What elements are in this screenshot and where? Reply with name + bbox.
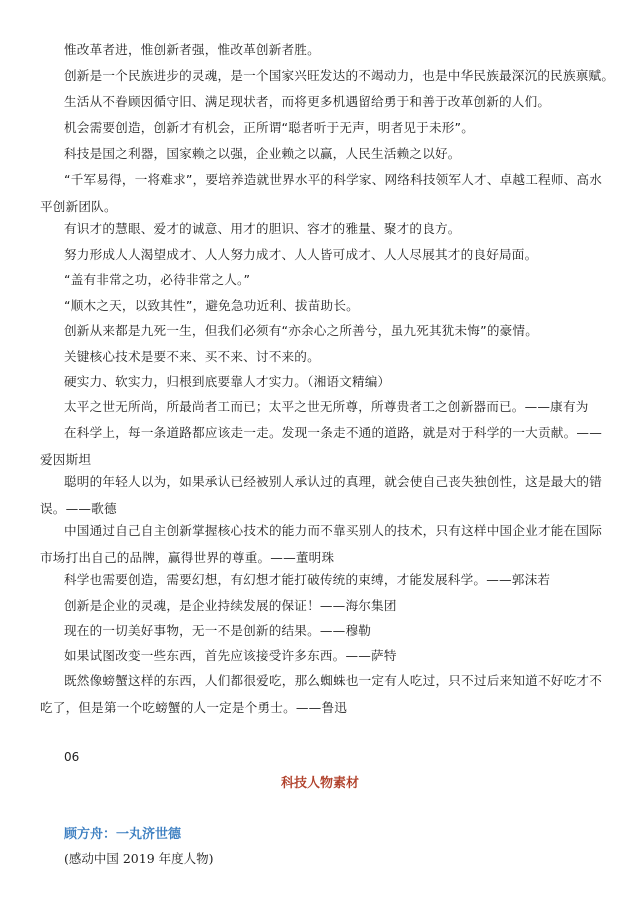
person-heading: 顾方舟：一丸济世德 bbox=[64, 827, 182, 842]
section-number: 06 bbox=[64, 750, 80, 764]
quote-paragraph: 科技是国之利器，国家赖之以强，企业赖之以赢，人民生活赖之以好。 bbox=[64, 146, 461, 161]
section-title: 科技人物素材 bbox=[280, 776, 359, 791]
quote-paragraph: 生活从不眷顾因循守旧、满足现状者，而将更多机遇留给勇于和善于改革创新的人们。 bbox=[64, 94, 551, 109]
quote-paragraph: 关键核心技术是要不来、买不来、讨不来的。 bbox=[64, 349, 320, 364]
quote-paragraph: 现在的一切美好事物，无一不是创新的结果。——穆勒 bbox=[64, 623, 372, 638]
quote-paragraph: “盖有非常之功，必待非常之人。” bbox=[64, 272, 251, 287]
quote-paragraph: 在科学上，每一条道路都应该走一走。发现一条走不通的道路，就是对于科学的一大贡献。——爱因斯坦 bbox=[40, 425, 602, 467]
quote-paragraph: 创新是企业的灵魂，是企业持续发展的保证！——海尔集团 bbox=[64, 598, 397, 613]
quote-paragraph: 科学也需要创造，需要幻想，有幻想才能打破传统的束缚，才能发展科学。——郭沫若 bbox=[64, 572, 551, 587]
quote-paragraph: 如果试图改变一些东西，首先应该接受许多东西。——萨特 bbox=[64, 648, 397, 663]
quote-paragraph: 创新从来都是九死一生，但我们必须有“亦余心之所善兮，虽九死其犹未悔”的豪情。 bbox=[64, 323, 539, 338]
quote-paragraph: 努力形成人人渴望成才、人人努力成才、人人皆可成才、人人尽展其才的良好局面。 bbox=[64, 247, 538, 262]
quote-paragraph: 有识才的慧眼、爱才的诚意、用才的胆识、容才的雅量、聚才的良方。 bbox=[64, 221, 461, 236]
quote-paragraph: 聪明的年轻人以为，如果承认已经被别人承认过的真理，就会使自己丧失独创性，这是最大的错误。——歌德 bbox=[40, 474, 602, 516]
quote-paragraph: “千军易得，一将难求”，要培养造就世界水平的科学家、网络科技领军人才、卓越工程师、高水平创新团队。 bbox=[40, 172, 602, 214]
quote-paragraph: 惟改革者进，惟创新者强，惟改革创新者胜。 bbox=[64, 42, 320, 57]
quote-paragraph: 太平之世无所尚，所最尚者工而已；太平之世无所尊，所尊贵者工之创新器而已。——康有为 bbox=[64, 399, 589, 414]
person-note: (感动中国 2019 年度人物) bbox=[64, 851, 214, 866]
quote-paragraph: 中国通过自己自主创新掌握核心技术的能力而不靠买别人的技术，只有这样中国企业才能在国际市场打出自己的品牌，赢得世界的尊重。——董明珠 bbox=[40, 523, 602, 565]
quote-paragraph: 硬实力、软实力，归根到底要靠人才实力。（湘语文精编） bbox=[64, 374, 391, 389]
quote-paragraph: 机会需要创造，创新才有机会，正所谓“聪者听于无声，明者见于未形”。 bbox=[64, 120, 475, 135]
quote-paragraph: 既然像螃蟹这样的东西，人们都很爱吃，那么蜘蛛也一定有人吃过，只不过后来知道不好吃才不吃了，但是第一个吃螃蟹的人一定是个勇士。——鲁迅 bbox=[40, 673, 602, 715]
quote-paragraph: 创新是一个民族进步的灵魂，是一个国家兴旺发达的不竭动力，也是中华民族最深沉的民族禀赋。 bbox=[64, 68, 615, 83]
quote-paragraph: “顺木之天，以致其性”，避免急功近利、拔苗助长。 bbox=[64, 298, 359, 313]
